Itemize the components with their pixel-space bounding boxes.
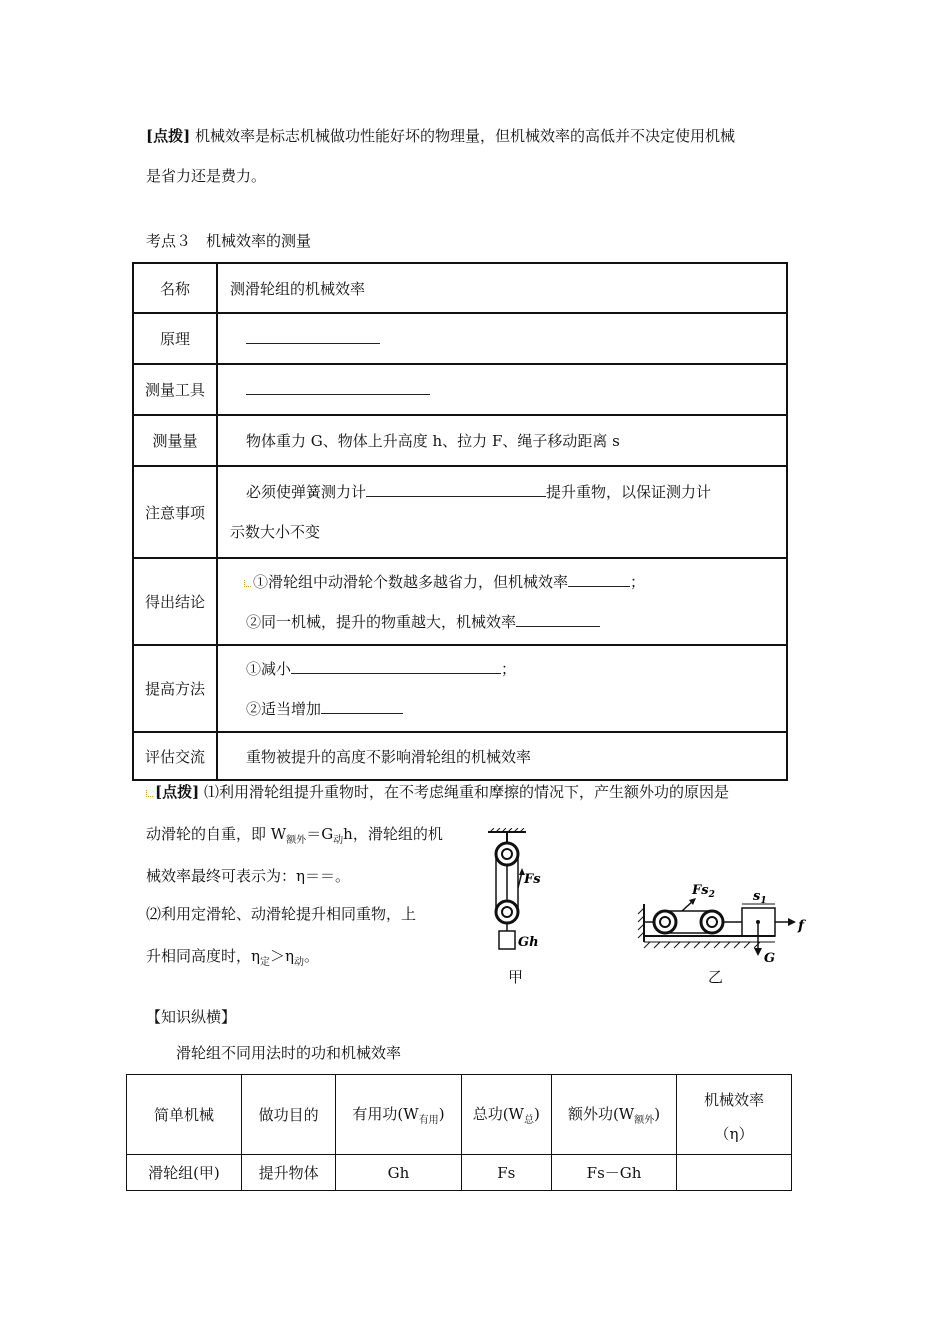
evaluation-text: 重物被提升的高度不影响滑轮组的机械效率 [246,747,532,766]
fill-blank[interactable] [366,482,546,497]
subscript: 额外 [634,1115,655,1126]
method-2: ②适当增加 [246,699,322,718]
subscript: 总 [523,1115,534,1126]
header-cell: 做功目的 [241,1075,336,1155]
semicolon: ； [630,572,646,591]
note-text-b: 提升重物，以保证测力计 [546,483,712,501]
label-gh: Gh [518,935,539,950]
row-name: 测量量 [133,415,217,466]
tip2-line-2 [146,814,443,861]
row-content [217,558,787,645]
header-cell: 额外功$(W_{额外})$ [552,1075,677,1155]
measurement-table [132,262,788,781]
row-name: 名称 [133,263,217,313]
marker-icon [146,790,153,797]
table-row [133,263,787,313]
text: 机械效率 [704,1090,765,1109]
text: 动滑轮的自重，即 W [146,825,287,843]
tip-tag: [点拨] [146,127,191,145]
section-title: 考点３ 机械效率的测量 [146,232,312,250]
fill-blank[interactable] [516,612,600,627]
subscript: 定 [260,957,270,968]
tip2-line-3: 械效率最终可表示为：η＝＝。 [146,867,350,885]
fill-blank[interactable] [568,572,630,587]
label-fs2 [691,883,715,900]
semicolon: ； [501,659,517,678]
note-text-a: 必须使弹簧测力计 [246,483,367,501]
tip-paragraph-1 [146,116,826,156]
work-efficiency-table [126,1074,792,1191]
table2-title: 滑轮组不同用法时的功和机械效率 [176,1044,402,1062]
cell: Gh [336,1155,461,1191]
row-name: 得出结论 [133,558,217,645]
tip-tag: [点拨] [155,783,200,801]
subscript: 动 [294,957,304,968]
fill-blank[interactable] [291,659,501,674]
row-name: 提高方法 [133,645,217,732]
table-row [133,466,787,558]
label-sub: 1 [760,896,767,906]
row-content [217,645,787,732]
knowledge-heading: 【知识纵横】 [146,1008,237,1026]
label-g: G [764,951,776,966]
table-row [133,364,787,415]
tip2-line-4: ⑵利用定滑轮、动滑轮提升相同重物，上 [146,905,417,923]
pulley-diagram-a [480,828,550,958]
subscript: 额外 [286,835,307,846]
row-content: 测滑轮组的机械效率 [217,263,787,313]
cell: 提升物体 [241,1155,336,1191]
table-row [133,415,787,466]
label-text: s [753,889,761,904]
note-text-c: 示数大小不变 [230,523,321,541]
text: 有用功(W [352,1105,419,1123]
fill-blank[interactable] [246,329,380,344]
label-sub: 2 [708,890,715,900]
row-content [217,415,787,466]
tip2-line-5 [146,936,319,983]
marker-icon [244,580,251,587]
tip-text-line-1: 机械效率是标志机械做功性能好坏的物理量，但机械效率的高低并不决定使用机械 [194,127,735,145]
text: ＝G [306,825,334,843]
cell: Fs [461,1155,551,1191]
conclusion-1: ①滑轮组中动滑轮个数越多越省力，但机械效率 [253,572,569,591]
header-cell: 有用功$(W_{有用})$ [336,1075,461,1155]
text: 。 [304,947,320,965]
method-1: ①减小 [246,659,292,678]
header-cell: 总功$(W_总)$ [461,1075,551,1155]
fill-blank[interactable] [246,380,430,395]
conclusion-2: ②同一机械，提升的物重越大，机械效率 [246,612,517,631]
caption-a: 甲 [508,968,524,986]
subscript: 有用 [418,1115,439,1126]
tip-text-line-2: 是省力还是费力。 [146,167,267,185]
table-header-row [127,1075,792,1155]
text: 额外功(W [567,1105,635,1123]
cell: Fs－Gh [552,1155,677,1191]
table-row [133,558,787,645]
header-cell [677,1075,792,1155]
subscript: 动 [333,835,344,846]
table-row [127,1155,792,1191]
row-content [217,364,787,415]
caption-b: 乙 [708,968,724,986]
tip2-line-1: ⑴利用滑轮组提升重物时，在不考虑绳重和摩擦的情况下，产生额外功的原因是 [203,783,729,801]
cell[interactable] [677,1155,792,1191]
text: 升相同高度时，η [146,947,260,965]
label-f: f [798,918,805,934]
text: h，滑轮组的机 [343,825,443,843]
pulley-diagram-b [630,876,810,966]
fill-blank[interactable] [321,699,403,714]
label-fs: Fs [524,872,541,887]
cell: 滑轮组(甲) [127,1155,242,1191]
header-cell: 简单机械 [127,1075,242,1155]
text: ＞η [270,947,294,965]
row-content [217,313,787,364]
row-name: 原理 [133,313,217,364]
table-row [133,313,787,364]
label-text: Fs [692,883,709,898]
row-name: 测量工具 [133,364,217,415]
measured-quantities: 物体重力 G、物体上升高度 h、拉力 F、绳子移动距离 s [246,432,620,450]
row-content [217,466,787,558]
row-name: 注意事项 [133,466,217,558]
text: （η） [714,1124,754,1143]
row-name: 评估交流 [133,732,217,780]
text: 总功(W [472,1105,524,1123]
table-row [133,645,787,732]
tip-paragraph-2 [146,772,826,812]
label-s1 [753,889,767,906]
